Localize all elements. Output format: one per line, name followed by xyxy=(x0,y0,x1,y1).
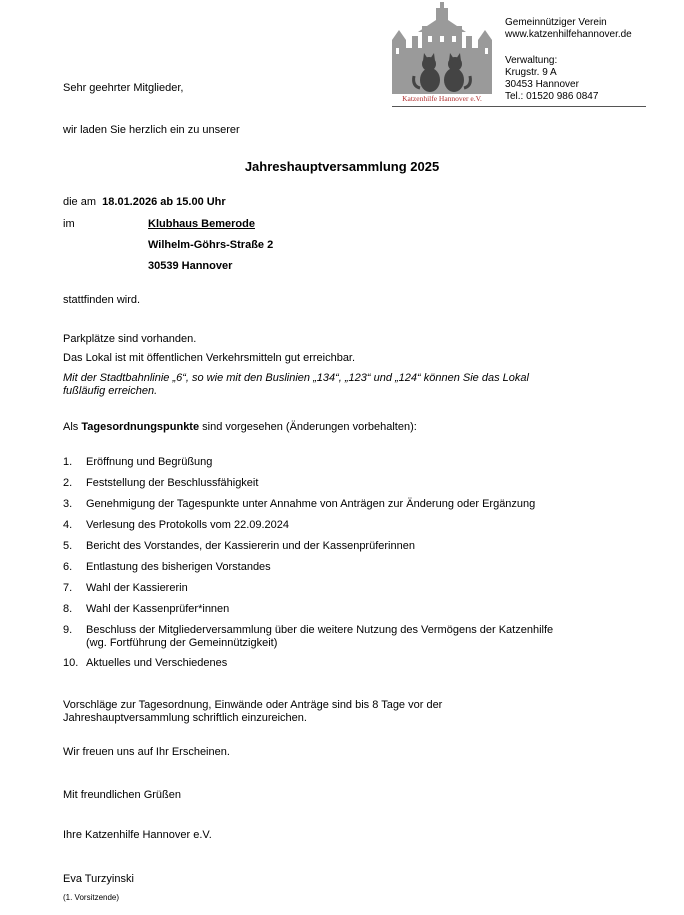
agenda-number: 1. xyxy=(63,456,73,468)
agenda-number: 8. xyxy=(63,603,73,615)
logo-caption: Katzenhilfe Hannover e.V. xyxy=(402,94,482,103)
transit-text: Das Lokal ist mit öffentlichen Verkehrsmitteln gut erreichbar. xyxy=(63,352,356,364)
signatory-name: Eva Turzyinski xyxy=(63,873,134,885)
date-prefix: die am xyxy=(63,196,97,208)
header-divider xyxy=(392,106,646,107)
agenda-item: Genehmigung der Tagespunkte unter Annahme von Anträgen zur Änderung oder Ergänzung xyxy=(86,498,536,510)
town-hall-cats-logo-icon xyxy=(392,2,492,94)
venue-name: Klubhaus Bemerode xyxy=(148,218,255,230)
agenda-intro xyxy=(63,421,417,433)
org-street: Krugstr. 9 A xyxy=(505,67,557,78)
agenda-number: 9. xyxy=(63,624,73,636)
agenda-number: 3. xyxy=(63,498,73,510)
org-admin-label: Verwaltung: xyxy=(505,55,558,66)
proposals-text-2: Jahreshauptversammlung schriftlich einzureichen. xyxy=(63,712,307,724)
transit-detail-1: Mit der Stadtbahnlinie „6“, so wie mit den Buslinien „134“, „123“ und „124“ können Sie das Lokal xyxy=(63,372,529,384)
agenda-item: Entlastung des bisherigen Vorstandes xyxy=(86,561,271,573)
agenda-item: Feststellung der Beschlussfähigkeit xyxy=(86,477,259,489)
agenda-item: Eröffnung und Begrüßung xyxy=(86,456,213,468)
date-line xyxy=(63,196,226,208)
agenda-item: Aktuelles und Verschiedenes xyxy=(86,657,228,669)
agenda-number: 2. xyxy=(63,477,73,489)
proposals-text-1: Vorschläge zur Tagesordnung, Einwände oder Anträge sind bis 8 Tage vor der xyxy=(63,699,443,711)
place-prefix: im xyxy=(63,218,75,230)
agenda-intro-suffix: sind vorgesehen (Änderungen vorbehalten): xyxy=(202,421,417,433)
parking-text: Parkplätze sind vorhanden. xyxy=(63,333,197,345)
meeting-title: Jahreshauptversammlung 2025 xyxy=(244,159,440,174)
agenda-number: 10. xyxy=(63,657,79,669)
agenda-item-continuation: (wg. Fortführung der Gemeinnützigkeit) xyxy=(86,637,278,649)
org-city: 30453 Hannover xyxy=(505,79,579,90)
transit-detail-2: fußläufig erreichen. xyxy=(63,385,158,397)
closing-intro: stattfinden wird. xyxy=(63,294,141,306)
venue-street: Wilhelm-Göhrs-Straße 2 xyxy=(148,239,274,251)
org-phone: Tel.: 01520 986 0847 xyxy=(505,91,599,102)
intro-text: wir laden Sie herzlich ein zu unserer xyxy=(63,124,240,136)
agenda-number: 5. xyxy=(63,540,73,552)
agenda-item: Beschluss der Mitgliederversammlung über die weitere Nutzung des Vermögens der Katzenhilfe xyxy=(86,624,554,636)
looking-forward-text: Wir freuen uns auf Ihr Erscheinen. xyxy=(63,746,230,758)
agenda-number: 7. xyxy=(63,582,73,594)
agenda-intro-prefix: Als xyxy=(63,421,79,433)
agenda-number: 4. xyxy=(63,519,73,531)
agenda-item: Verlesung des Protokolls vom 22.09.2024 xyxy=(86,519,290,531)
organization-logo xyxy=(392,2,492,105)
agenda-item: Wahl der Kassiererin xyxy=(86,582,188,594)
agenda-item: Bericht des Vorstandes, der Kassiererin und der Kassenprüferinnen xyxy=(86,540,415,552)
sender-text: Ihre Katzenhilfe Hannover e.V. xyxy=(63,829,212,841)
regards-text: Mit freundlichen Grüßen xyxy=(63,789,181,801)
agenda-item: Wahl der Kassenprüfer*innen xyxy=(86,603,230,615)
org-website: www.katzenhilfehannover.de xyxy=(505,29,632,40)
agenda-intro-bold: Tagesordnungspunkte xyxy=(81,421,200,433)
signatory-role: (1. Vorsitzende) xyxy=(63,893,120,902)
venue-city: 30539 Hannover xyxy=(148,260,233,272)
org-name: Gemeinnütziger Verein xyxy=(505,17,607,28)
agenda-number: 6. xyxy=(63,561,73,573)
meeting-date: 18.01.2026 ab 15.00 Uhr xyxy=(102,196,226,208)
salutation: Sehr geehrter Mitglieder, xyxy=(63,82,184,94)
